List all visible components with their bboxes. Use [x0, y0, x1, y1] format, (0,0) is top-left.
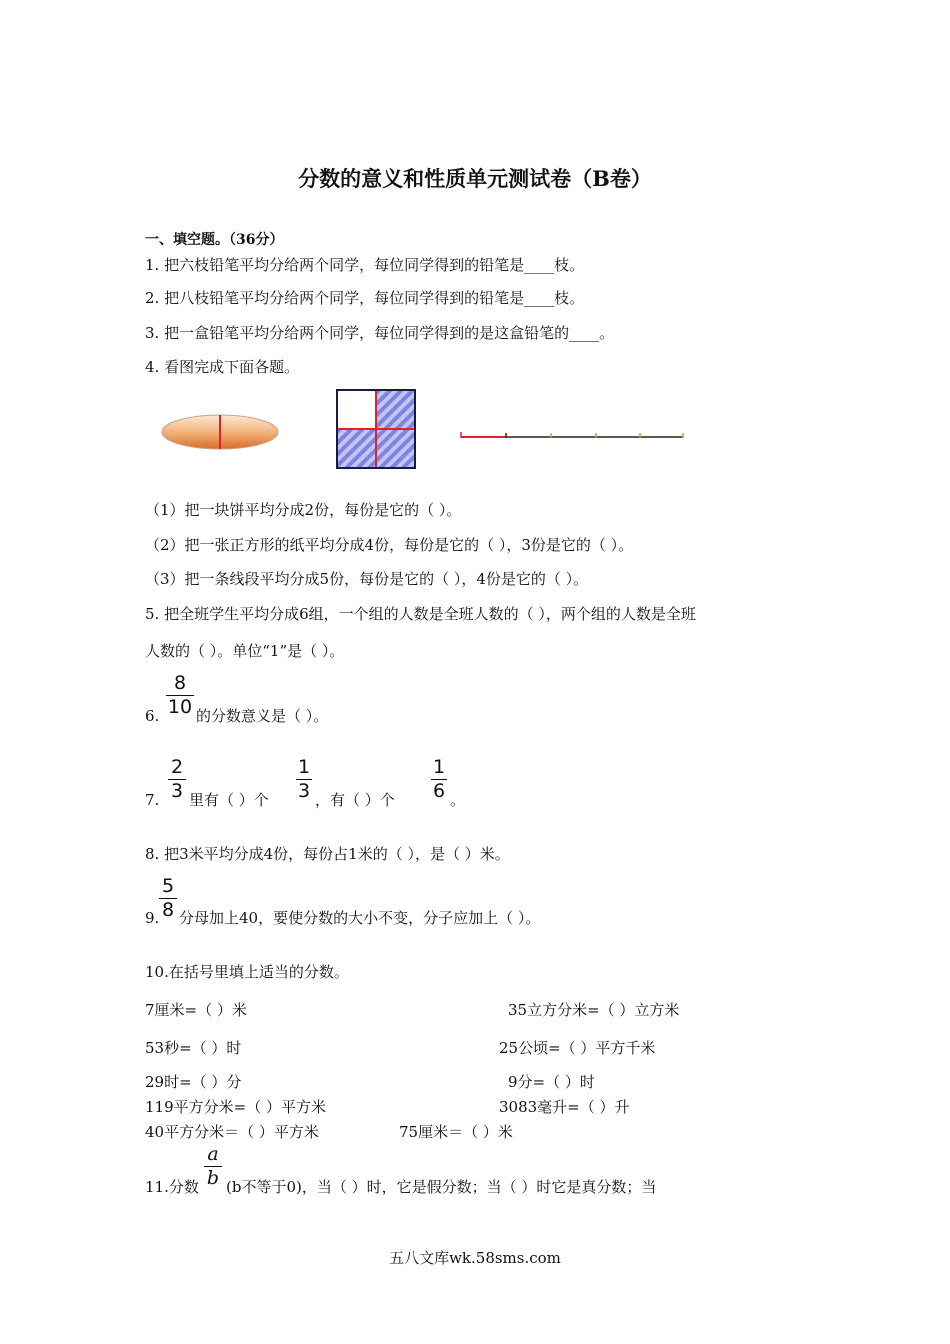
question-6-text: 的分数意义是（ ）。 — [196, 707, 329, 725]
fraction-denominator: 3 — [297, 780, 311, 802]
fraction-numerator: 8 — [173, 672, 187, 694]
question-1: 1. 把六枝铅笔平均分给两个同学，每位同学得到的铅笔是____枝。 — [145, 256, 585, 274]
conversion-item: 7厘米=（ ）米 — [145, 1001, 247, 1019]
question-7-number: 7. — [145, 791, 160, 809]
square-shaded-part — [338, 429, 376, 467]
fraction-numerator: 1 — [297, 756, 311, 778]
question-8: 8. 把3米平均分成4份，每份占1米的（ ），是（ ）米。 — [145, 845, 510, 863]
question-10: 10.在括号里填上适当的分数。 — [145, 963, 349, 981]
question-4-part-2: （2）把一张正方形的纸平均分成4份，每份是它的（ ），3份是它的（ ）。 — [145, 536, 634, 554]
question-2: 2. 把八枝铅笔平均分给两个同学，每位同学得到的铅笔是____枝。 — [145, 289, 585, 307]
fraction-denominator: 6 — [432, 780, 446, 802]
question-9-fraction — [159, 876, 177, 921]
fraction-denominator: 3 — [170, 780, 184, 802]
page-title: 分数的意义和性质单元测试卷（B卷） — [298, 166, 652, 191]
question-11-fraction — [204, 1144, 222, 1189]
question-7-text-2: ，有（ ）个 — [315, 791, 395, 809]
conversion-item: 3083毫升=（ ）升 — [499, 1098, 630, 1116]
fraction-denominator: 8 — [161, 899, 175, 921]
question-7-text-1: 里有（ ）个 — [189, 791, 269, 809]
line-segment-figure — [458, 428, 688, 442]
conversion-item: 53秒=（ ）时 — [145, 1039, 242, 1057]
square-figure — [334, 387, 418, 471]
question-4: 4. 看图完成下面各题。 — [145, 358, 300, 376]
square-shaded-part — [376, 429, 414, 467]
question-4-part-1: （1）把一块饼平均分成2份，每份是它的（ ）。 — [145, 501, 462, 519]
conversion-item: 40平方分米＝（ ）平方米 — [145, 1123, 319, 1141]
conversion-item: 9分=（ ）时 — [508, 1073, 595, 1091]
square-shaded-part — [376, 391, 414, 429]
question-9-text: 分母加上40，要使分数的大小不变，分子应加上（ ）。 — [179, 909, 541, 927]
question-3: 3. 把一盒铅笔平均分给两个同学，每位同学得到的是这盒铅笔的____。 — [145, 324, 615, 342]
conversion-item: 75厘米＝（ ）米 — [399, 1123, 513, 1141]
footer-watermark: 五八文库wk.58sms.com — [389, 1249, 561, 1267]
conversion-item: 25公顷=（ ）平方千米 — [499, 1039, 656, 1057]
question-11-number: 11.分数 — [145, 1178, 199, 1196]
question-6-number: 6. — [145, 707, 160, 725]
question-4-part-3: （3）把一条线段平均分成5份，每份是它的（ ），4份是它的（ ）。 — [145, 570, 589, 588]
section-heading-fill-blank: 一、填空题。（36分） — [145, 232, 284, 248]
question-6-fraction — [166, 673, 194, 718]
conversion-item: 29时=（ ）分 — [145, 1073, 242, 1091]
pancake-figure — [158, 408, 282, 456]
question-7-fraction-2 — [296, 757, 312, 802]
conversion-item: 119平方分米=（ ）平方米 — [145, 1098, 326, 1116]
conversion-item: 35立方分米=（ ）立方米 — [508, 1001, 680, 1019]
question-5-line-2: 人数的（ ）。单位“1”是（ ）。 — [145, 642, 345, 660]
question-7-text-3: 。 — [450, 791, 466, 809]
question-11-text: (b不等于0)，当（ ）时，它是假分数；当（ ）时它是真分数；当 — [226, 1178, 657, 1196]
fraction-numerator: 2 — [170, 756, 184, 778]
question-7-fraction-3 — [431, 757, 447, 802]
question-7-fraction-1 — [168, 757, 186, 802]
fraction-denominator: b — [206, 1167, 220, 1189]
question-5-line-1: 5. 把全班学生平均分成6组，一个组的人数是全班人数的（ ），两个组的人数是全班 — [145, 605, 696, 623]
fraction-numerator: 1 — [432, 756, 446, 778]
question-9-number: 9. — [145, 909, 160, 927]
fraction-denominator: 10 — [167, 696, 193, 718]
fraction-numerator: 5 — [161, 875, 175, 897]
fraction-numerator: a — [207, 1143, 219, 1165]
